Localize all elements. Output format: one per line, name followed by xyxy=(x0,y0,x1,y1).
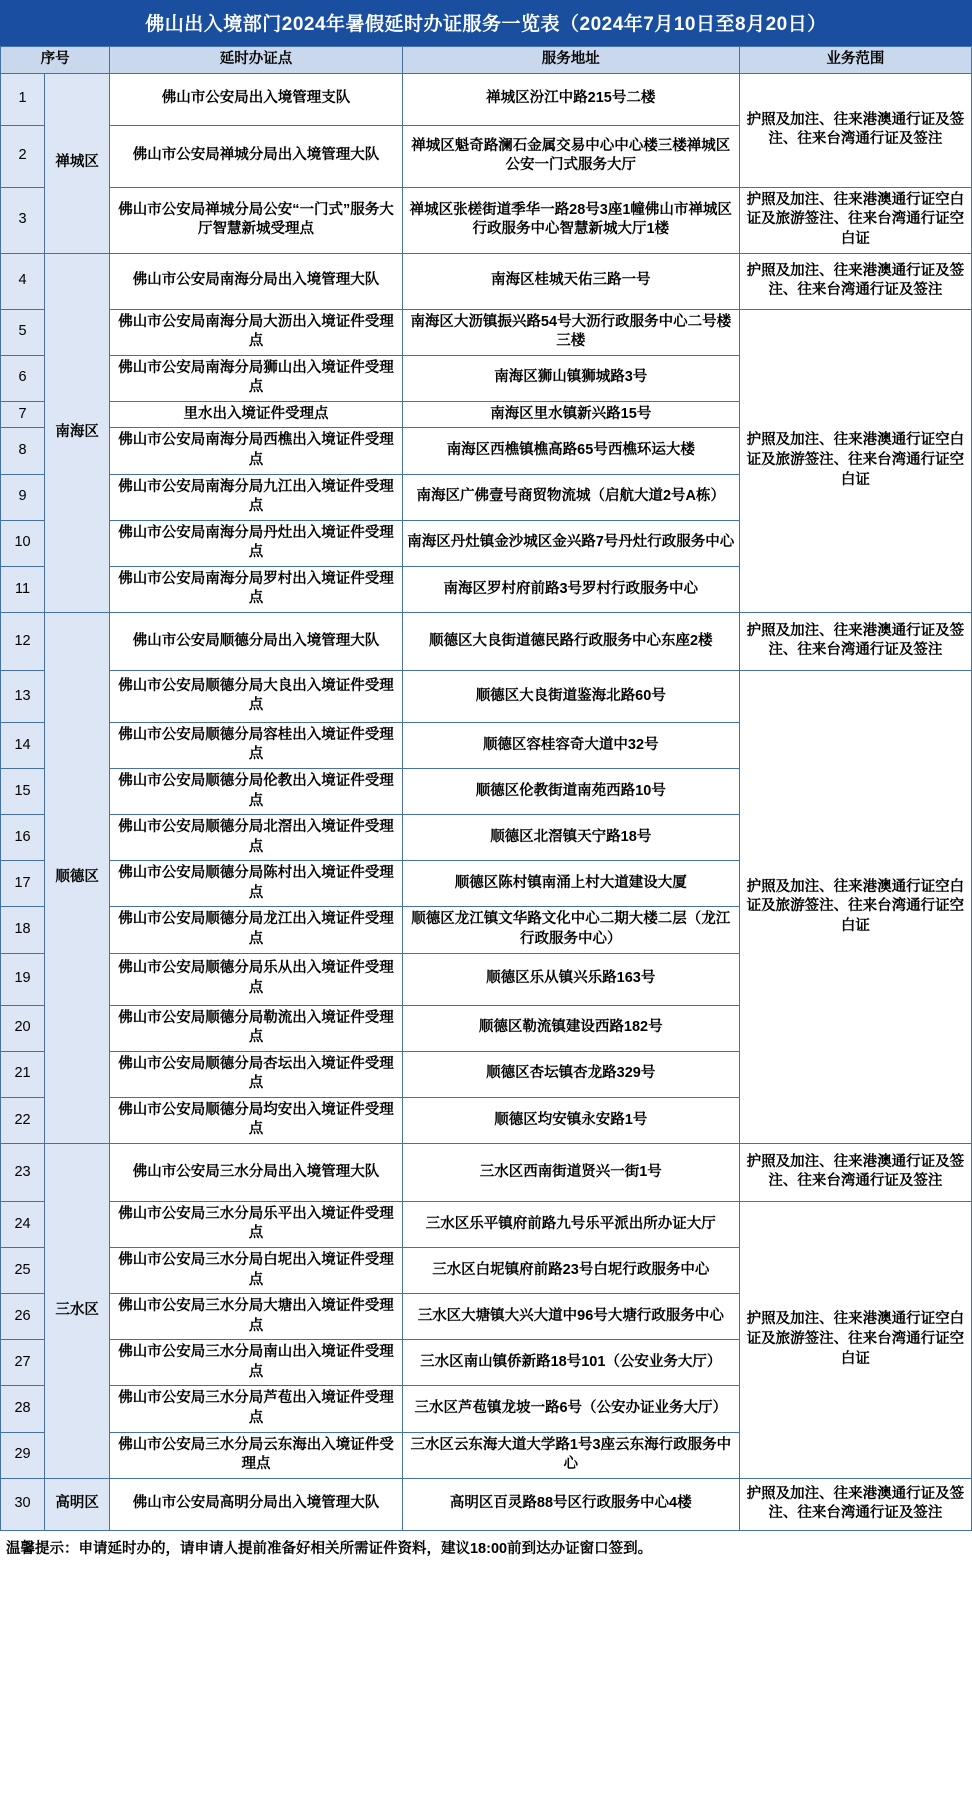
row-address: 三水区大塘镇大兴大道中96号大塘行政服务中心 xyxy=(402,1294,739,1340)
row-point: 里水出入境证件受理点 xyxy=(110,401,403,428)
row-index: 25 xyxy=(1,1248,45,1294)
row-address: 顺德区陈村镇南涌上村大道建设大厦 xyxy=(402,861,739,907)
row-point: 佛山市公安局南海分局西樵出入境证件受理点 xyxy=(110,428,403,474)
row-index: 1 xyxy=(1,73,45,125)
row-point: 佛山市公安局三水分局南山出入境证件受理点 xyxy=(110,1340,403,1386)
row-point: 佛山市公安局南海分局狮山出入境证件受理点 xyxy=(110,355,403,401)
row-point: 佛山市公安局顺德分局出入境管理大队 xyxy=(110,612,403,670)
row-index: 24 xyxy=(1,1201,45,1247)
row-point: 佛山市公安局三水分局出入境管理大队 xyxy=(110,1143,403,1201)
row-point: 佛山市公安局南海分局大沥出入境证件受理点 xyxy=(110,309,403,355)
row-point: 佛山市公安局禅城分局公安“一门式”服务大厅智慧新城受理点 xyxy=(110,187,403,253)
row-point: 佛山市公安局顺德分局龙江出入境证件受理点 xyxy=(110,907,403,953)
row-index: 11 xyxy=(1,566,45,612)
row-index: 4 xyxy=(1,253,45,309)
row-index: 2 xyxy=(1,125,45,187)
row-scope: 护照及加注、往来港澳通行证空白证及旅游签注、往来台湾通行证空白证 xyxy=(739,309,971,612)
row-point: 佛山市公安局三水分局乐平出入境证件受理点 xyxy=(110,1201,403,1247)
row-scope: 护照及加注、往来港澳通行证空白证及旅游签注、往来台湾通行证空白证 xyxy=(739,1201,971,1478)
row-index: 8 xyxy=(1,428,45,474)
row-point: 佛山市公安局三水分局大塘出入境证件受理点 xyxy=(110,1294,403,1340)
row-scope: 护照及加注、往来港澳通行证及签注、往来台湾通行证及签注 xyxy=(739,73,971,187)
row-index: 22 xyxy=(1,1097,45,1143)
row-index: 14 xyxy=(1,722,45,768)
page-title: 佛山出入境部门2024年暑假延时办证服务一览表（2024年7月10日至8月20日） xyxy=(0,0,972,46)
row-address: 南海区大沥镇振兴路54号大沥行政服务中心二号楼三楼 xyxy=(402,309,739,355)
row-scope: 护照及加注、往来港澳通行证空白证及旅游签注、往来台湾通行证空白证 xyxy=(739,187,971,253)
row-point: 佛山市公安局南海分局九江出入境证件受理点 xyxy=(110,474,403,520)
row-address: 禅城区汾江中路215号二楼 xyxy=(402,73,739,125)
table-row xyxy=(1,612,972,670)
column-header-point: 延时办证点 xyxy=(110,47,403,74)
row-address: 三水区白坭镇府前路23号白坭行政服务中心 xyxy=(402,1248,739,1294)
row-point: 佛山市公安局顺德分局勒流出入境证件受理点 xyxy=(110,1005,403,1051)
row-address: 南海区桂城天佑三路一号 xyxy=(402,253,739,309)
row-address: 三水区乐平镇府前路九号乐平派出所办证大厅 xyxy=(402,1201,739,1247)
row-index: 6 xyxy=(1,355,45,401)
row-address: 顺德区杏坛镇杏龙路329号 xyxy=(402,1051,739,1097)
column-header-address: 服务地址 xyxy=(402,47,739,74)
row-point: 佛山市公安局顺德分局陈村出入境证件受理点 xyxy=(110,861,403,907)
row-index: 19 xyxy=(1,953,45,1005)
row-address: 顺德区大良街道德民路行政服务中心东座2楼 xyxy=(402,612,739,670)
row-address: 南海区广佛壹号商贸物流城（启航大道2号A栋） xyxy=(402,474,739,520)
row-address: 顺德区乐从镇兴乐路163号 xyxy=(402,953,739,1005)
table-row xyxy=(1,309,972,355)
row-point: 佛山市公安局南海分局丹灶出入境证件受理点 xyxy=(110,520,403,566)
region-nanhai: 南海区 xyxy=(45,253,110,612)
row-index: 27 xyxy=(1,1340,45,1386)
row-address: 顺德区大良街道鉴海北路60号 xyxy=(402,670,739,722)
row-address: 顺德区伦教街道南苑西路10号 xyxy=(402,769,739,815)
row-address: 禅城区魁奇路澜石金属交易中心中心楼三楼禅城区公安一门式服务大厅 xyxy=(402,125,739,187)
region-gaoming: 高明区 xyxy=(45,1478,110,1530)
region-chancheng: 禅城区 xyxy=(45,73,110,253)
row-index: 15 xyxy=(1,769,45,815)
row-point: 佛山市公安局三水分局芦苞出入境证件受理点 xyxy=(110,1386,403,1432)
table-row xyxy=(1,1478,972,1530)
row-address: 顺德区北滘镇天宁路18号 xyxy=(402,815,739,861)
row-index: 3 xyxy=(1,187,45,253)
row-address: 顺德区均安镇永安路1号 xyxy=(402,1097,739,1143)
row-point: 佛山市公安局顺德分局均安出入境证件受理点 xyxy=(110,1097,403,1143)
row-address: 南海区丹灶镇金沙城区金兴路7号丹灶行政服务中心 xyxy=(402,520,739,566)
row-point: 佛山市公安局出入境管理支队 xyxy=(110,73,403,125)
row-point: 佛山市公安局顺德分局杏坛出入境证件受理点 xyxy=(110,1051,403,1097)
row-index: 21 xyxy=(1,1051,45,1097)
row-address: 南海区西樵镇樵高路65号西樵环运大楼 xyxy=(402,428,739,474)
row-point: 佛山市公安局南海分局出入境管理大队 xyxy=(110,253,403,309)
row-point: 佛山市公安局顺德分局大良出入境证件受理点 xyxy=(110,670,403,722)
row-index: 23 xyxy=(1,1143,45,1201)
table-row xyxy=(1,187,972,253)
row-index: 17 xyxy=(1,861,45,907)
row-address: 顺德区容桂容奇大道中32号 xyxy=(402,722,739,768)
row-index: 26 xyxy=(1,1294,45,1340)
row-address: 三水区芦苞镇龙坡一路6号（公安办证业务大厅） xyxy=(402,1386,739,1432)
row-address: 三水区西南街道贤兴一街1号 xyxy=(402,1143,739,1201)
row-address: 禅城区张槎街道季华一路28号3座1幢佛山市禅城区行政服务中心智慧新城大厅1楼 xyxy=(402,187,739,253)
row-address: 高明区百灵路88号区行政服务中心4楼 xyxy=(402,1478,739,1530)
row-address: 顺德区龙江镇文华路文化中心二期大楼二层（龙江行政服务中心） xyxy=(402,907,739,953)
row-address: 南海区里水镇新兴路15号 xyxy=(402,401,739,428)
row-index: 16 xyxy=(1,815,45,861)
row-point: 佛山市公安局顺德分局乐从出入境证件受理点 xyxy=(110,953,403,1005)
column-header-scope: 业务范围 xyxy=(739,47,971,74)
row-point: 佛山市公安局禅城分局出入境管理大队 xyxy=(110,125,403,187)
region-shunde: 顺德区 xyxy=(45,612,110,1143)
row-index: 7 xyxy=(1,401,45,428)
row-point: 佛山市公安局南海分局罗村出入境证件受理点 xyxy=(110,566,403,612)
row-index: 10 xyxy=(1,520,45,566)
row-address: 南海区罗村府前路3号罗村行政服务中心 xyxy=(402,566,739,612)
row-point: 佛山市公安局顺德分局容桂出入境证件受理点 xyxy=(110,722,403,768)
row-scope: 护照及加注、往来港澳通行证及签注、往来台湾通行证及签注 xyxy=(739,253,971,309)
row-scope: 护照及加注、往来港澳通行证及签注、往来台湾通行证及签注 xyxy=(739,1478,971,1530)
row-index: 13 xyxy=(1,670,45,722)
table-row xyxy=(1,253,972,309)
row-address: 三水区南山镇侨新路18号101（公安业务大厅） xyxy=(402,1340,739,1386)
row-point: 佛山市公安局三水分局白坭出入境证件受理点 xyxy=(110,1248,403,1294)
row-scope: 护照及加注、往来港澳通行证空白证及旅游签注、往来台湾通行证空白证 xyxy=(739,670,971,1143)
row-point: 佛山市公安局高明分局出入境管理大队 xyxy=(110,1478,403,1530)
row-scope: 护照及加注、往来港澳通行证及签注、往来台湾通行证及签注 xyxy=(739,1143,971,1201)
row-index: 29 xyxy=(1,1432,45,1478)
table-row xyxy=(1,73,972,125)
row-address: 南海区狮山镇狮城路3号 xyxy=(402,355,739,401)
table-row xyxy=(1,1201,972,1247)
region-sanshui: 三水区 xyxy=(45,1143,110,1478)
table-row xyxy=(1,1143,972,1201)
row-index: 28 xyxy=(1,1386,45,1432)
row-point: 佛山市公安局顺德分局伦教出入境证件受理点 xyxy=(110,769,403,815)
row-index: 30 xyxy=(1,1478,45,1530)
footer-note: 温馨提示：申请延时办的，请申请人提前准备好相关所需证件资料，建议18:00前到达办证窗口签到。 xyxy=(6,1540,653,1557)
row-index: 5 xyxy=(1,309,45,355)
row-point: 佛山市公安局三水分局云东海出入境证件受理点 xyxy=(110,1432,403,1478)
row-scope: 护照及加注、往来港澳通行证及签注、往来台湾通行证及签注 xyxy=(739,612,971,670)
table-header xyxy=(1,47,972,74)
row-index: 18 xyxy=(1,907,45,953)
row-index: 20 xyxy=(1,1005,45,1051)
row-address: 三水区云东海大道大学路1号3座云东海行政服务中心 xyxy=(402,1432,739,1478)
service-points-table xyxy=(0,46,972,1531)
row-point: 佛山市公安局顺德分局北滘出入境证件受理点 xyxy=(110,815,403,861)
table-body xyxy=(1,73,972,1530)
row-index: 9 xyxy=(1,474,45,520)
row-address: 顺德区勒流镇建设西路182号 xyxy=(402,1005,739,1051)
row-index: 12 xyxy=(1,612,45,670)
table-row xyxy=(1,670,972,722)
column-header-index: 序号 xyxy=(1,47,110,74)
table-header-row xyxy=(1,47,972,74)
